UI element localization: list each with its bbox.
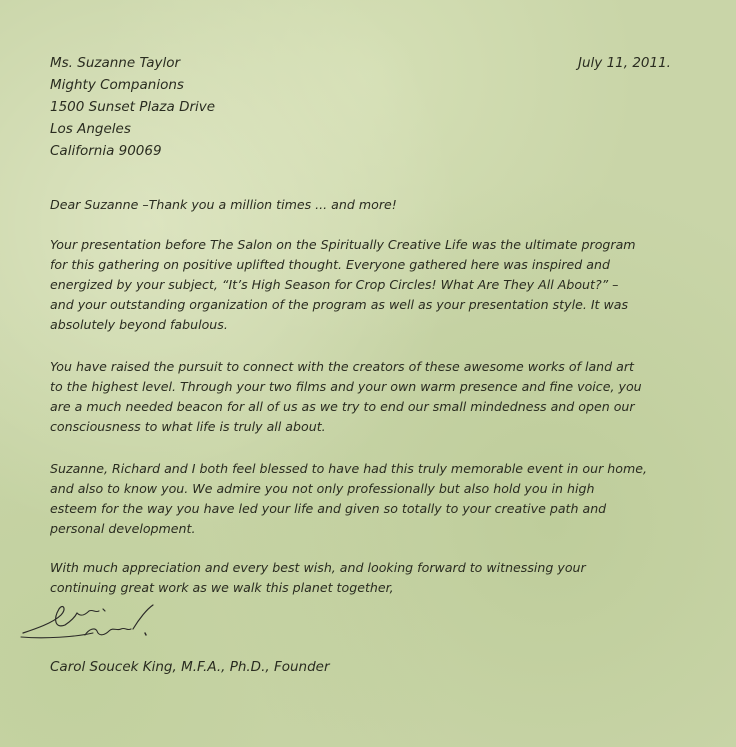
paragraph-line: esteem for the way you have led your life and given so totally to your creative path and <box>50 501 607 516</box>
paragraph-line: for this gathering on positive uplifted thought. Everyone gathered here was inspired and <box>50 257 610 272</box>
recipient-street: 1500 Sunset Plaza Drive <box>50 99 216 115</box>
paragraph-line: personal development. <box>50 521 196 536</box>
recipient-city: Los Angeles <box>50 121 131 137</box>
recipient-address <box>50 52 215 162</box>
recipient-state-zip: California 90069 <box>50 143 162 159</box>
paragraph-line: You have raised the pursuit to connect with the creators of these awesome works of land art <box>50 359 634 374</box>
paragraph-line: and your outstanding organization of the program as well as your presentation style. It was <box>50 297 629 312</box>
paragraph-line: Your presentation before The Salon on the Spiritually Creative Life was the ultimate program <box>50 237 636 252</box>
paragraph-line: and also to know you. We admire you not only professionally but also hold you in high <box>50 481 595 496</box>
signer-name: Carol Soucek King, M.F.A., Ph.D., Founder <box>50 659 330 675</box>
paragraph-line: consciousness to what life is truly all about. <box>50 419 326 434</box>
paragraph-line: absolutely beyond fabulous. <box>50 317 228 332</box>
recipient-name: Ms. Suzanne Taylor <box>50 55 181 71</box>
paragraph-line: continuing great work as we walk this planet together, <box>50 580 394 595</box>
paragraph-line: With much appreciation and every best wish, and looking forward to witnessing your <box>50 560 586 575</box>
paragraph-3 <box>50 459 647 539</box>
paragraph-line: Suzanne, Richard and I both feel blessed to have had this truly memorable event in our home, <box>50 461 647 476</box>
paragraph-line: to the highest level. Through your two films and your own warm presence and fine voice, you <box>50 379 642 394</box>
recipient-organization: Mighty Companions <box>50 77 184 93</box>
paragraph-1 <box>50 235 636 335</box>
salutation: Dear Suzanne –Thank you a million times ... and more! <box>50 197 397 212</box>
letter-date: July 11, 2011. <box>578 55 671 71</box>
paragraph-4 <box>50 558 586 598</box>
handwritten-signature <box>15 593 175 653</box>
paragraph-line: energized by your subject, “It’s High Season for Crop Circles! What Are They All About?” – <box>50 277 619 292</box>
paragraph-2 <box>50 357 642 437</box>
paragraph-line: are a much needed beacon for all of us as we try to end our small mindedness and open our <box>50 399 635 414</box>
